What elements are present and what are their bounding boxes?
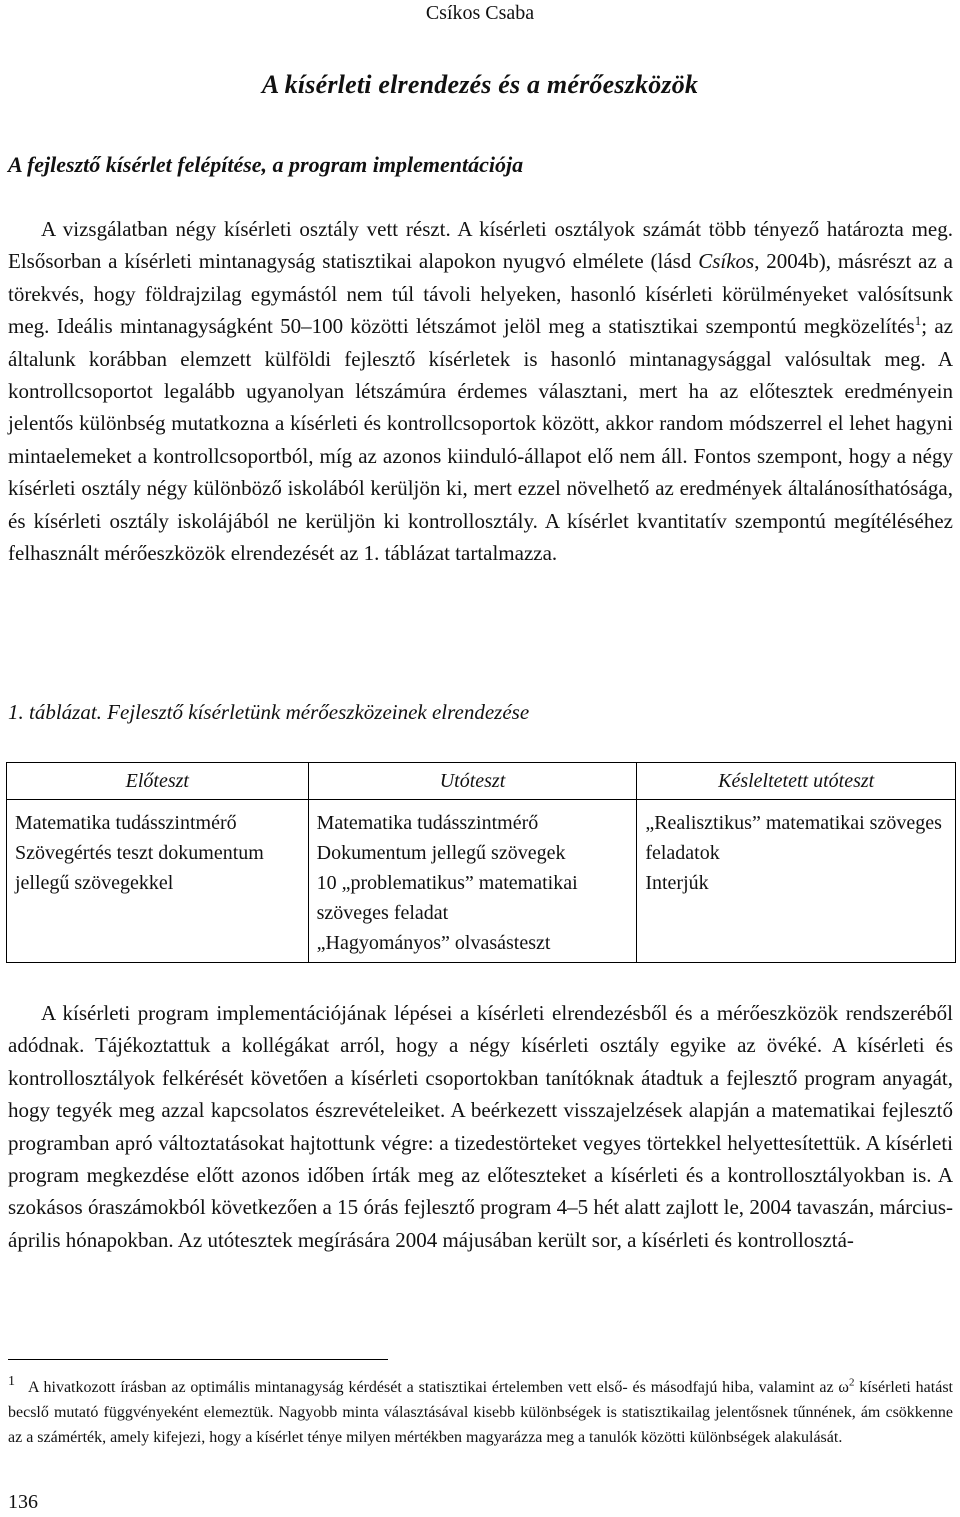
paragraph-implementation: A kísérleti program implementációjának lépései a kísérleti elrendezésből és a mérőeszközök rendszeréből adódnak. Tájékoztattuk a kollégákat arról, hogy a négy kísérleti osztály egyike az övéké. A kísérleti és kontrollosztályok felkérését követően a kísérleti csoportokban tanítóknak átadtuk a fejlesztő program anyagát, hogy tegyék meg azzal kapcsolatos észrevételeiket. A beérkezett visszajelzések alapján a matematikai fejlesztő programban apró változtatásokat hajtottunk végre: a tizedestörteket vegyes törtekkel helyettesítettük. A kísérleti program megkezdése előtt azonos időben írták meg az előteszteket a kísérleti és a kontrollosztályokban is. A szokásos óraszámokból következően a 15 órás fejlesztő program 4–5 hét alatt zajlott le, 2004 tavaszán, március-április hónapokban. Az utótesztek megírására 2004 májusában került sor, a kísérleti és kontrollosztá-	[8, 1001, 953, 1252]
header-posttest: Utóteszt	[308, 763, 637, 800]
section-subtitle: A fejlesztő kísérlet felépítése, a program implementációja	[8, 152, 524, 177]
footnote-text-2: kísérleti hatást becslő mutató függvényeként elemeztük. Nagyobb minta választásával kisebb különbségek is statisztikailag jelentősnek tűnnének, ám csökkenne az a számérték, amely kifejezi, hogy a kísérlet ténye milyen mértékben magyarázza meg a tanulók közötti különbségek alakulását.	[8, 1379, 954, 1446]
posttest-item: Matematika tudásszintmérő	[316, 812, 539, 834]
posttest-item: 10 „problematikus” matematikai szöveges feladat	[316, 872, 578, 924]
header-pretest: Előteszt	[7, 763, 309, 800]
footnote-divider	[8, 1359, 388, 1360]
table-row	[7, 800, 956, 963]
chapter-title: A kísérleti elrendezés és a mérőeszközök	[261, 70, 699, 99]
header-delayed-posttest: Késleltetett utóteszt	[637, 763, 956, 800]
delayed-posttest-item: Interjúk	[645, 872, 709, 894]
delayed-posttest-cell	[637, 800, 956, 963]
footnote-mark: 1	[8, 1374, 15, 1389]
posttest-item: „Hagyományos” olvasásteszt	[316, 932, 551, 954]
footnote	[8, 1375, 953, 1450]
pretest-item: Matematika tudásszintmérő	[15, 812, 237, 834]
paragraph1-text-3: ; az általunk korábban elemzett külföldi fejlesztő kísérletek is hasonló mintanagysággal valósultak meg. A kontrollcsoportot legalább ugyanolyan létszámúra érdemes választani, mert ha az előtesztek eredményein jelentős különbség mutatkozna a kísérleti és kontrollcsoportok között, akkor random módszerrel el lehet hagyni mintaelemeket a kontrollcsoportból, míg az azonos kiinduló-állapot elő nem áll. Fontos szempont, hogy a négy kísérleti osztály négy különböző iskolából kerüljön ki, mert ezzel növelhető az eredmények általánosíthatósága, és kísérleti osztály iskolájából ne kerüljön ki kontrollosztály. A kísérlet kvantitatív szempontú megítéléséhez felhasznált mérőeszközök elrendezését az 1. táblázat tartalmazza.	[8, 314, 953, 566]
pretest-item: Szövegértés teszt dokumentum jellegű szövegekkel	[15, 842, 264, 894]
table-header-row	[7, 763, 956, 800]
paragraph1-text-2: , 2004b), másrészt az a törekvés, hogy földrajzilag egymástól nem túl távoli helyeken, hasonló kísérleti körülményeket valósítsunk meg. Ideális mintanagyságként 50–100 közötti létszámot jelöl meg a statisztikai szempontú megközelítés	[8, 249, 953, 339]
pretest-cell	[7, 800, 309, 963]
cited-author: Csíkos	[698, 249, 755, 274]
instruments-table	[6, 762, 956, 963]
paragraph-experiment-design	[8, 213, 953, 569]
delayed-posttest-item: „Realisztikus” matematikai szöveges feladatok	[645, 812, 942, 864]
page-number: 136	[8, 1491, 38, 1513]
footnote-reference[interactable]: 1	[914, 313, 922, 329]
running-head: Csíkos Csaba	[425, 2, 535, 24]
table-caption: 1. táblázat. Fejlesztő kísérletünk mérőeszközeinek elrendezése	[8, 700, 530, 724]
posttest-cell	[308, 800, 637, 963]
posttest-item: Dokumentum jellegű szövegek	[316, 842, 566, 864]
omega-exponent: 2	[848, 1376, 855, 1389]
paragraph1-text-1: A vizsgálatban négy kísérleti osztály vett részt. A kísérleti osztályok számát több tényező határozta meg. Elsősorban a kísérleti mintanagyság statisztikai alapokon nyugvó elmélete (lásd	[8, 217, 953, 274]
footnote-text-1: A hivatkozott írásban az optimális mintanagyság kérdését a statisztikai értelemben vett első- és másodfajú hiba, valamint az ω	[28, 1379, 849, 1396]
